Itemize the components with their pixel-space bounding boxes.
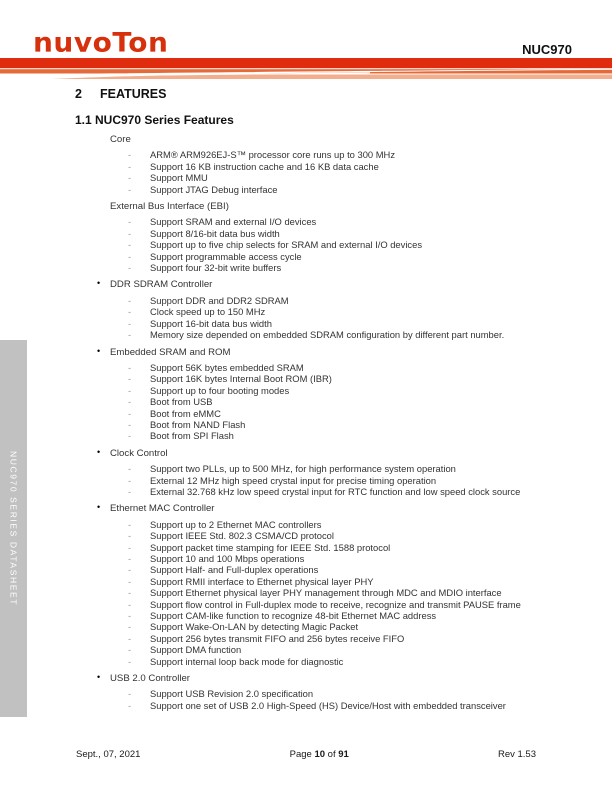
item-text: Support USB Revision 2.0 specification [150, 688, 314, 700]
feature-item [128, 564, 537, 575]
footer-page-number: 10 [314, 749, 326, 760]
item-text: Support Wake-On-LAN by detecting Magic Packet [150, 621, 359, 633]
item-text: Support 56K bytes embedded SRAM [150, 361, 304, 373]
feature-item [128, 463, 537, 474]
banner-swoosh-graphic [0, 58, 612, 79]
feature-item [128, 553, 537, 564]
item-text: Support DDR and DDR2 SDRAM [150, 294, 289, 306]
feature-item-list [128, 362, 537, 442]
feature-item [128, 373, 537, 384]
section-title: FEATURES [100, 87, 167, 101]
dash-icon: - [128, 361, 132, 373]
item-text: Support programmable access cycle [150, 250, 302, 262]
item-text: Support two PLLs, up to 500 MHz, for high performance system operation [150, 463, 456, 475]
item-text: Support SRAM and external I/O devices [150, 216, 317, 228]
item-text: Support four 32-bit write buffers [150, 262, 282, 274]
feature-item [128, 688, 537, 699]
feature-item [128, 530, 537, 541]
feature-category-title [110, 201, 537, 212]
item-text: Support up to five chip selects for SRAM and external I/O devices [150, 239, 423, 251]
feature-category [97, 278, 537, 341]
item-text: Support CAM-like function to recognize 48-bit Ethernet MAC address [150, 610, 437, 622]
dash-icon: - [128, 418, 132, 430]
dash-icon: - [128, 183, 132, 195]
feature-item [128, 306, 537, 317]
item-text: ARM® ARM926EJ-S™ processor core runs up to 300 MHz [150, 149, 396, 161]
dash-icon: - [128, 262, 132, 274]
feature-item-list [128, 463, 537, 497]
subsection-title: NUC970 Series Features [95, 113, 234, 127]
feature-item [128, 149, 537, 160]
page-content [75, 87, 537, 711]
item-text: Support 16 KB instruction cache and 16 KB data cache [150, 160, 379, 172]
feature-item [128, 396, 537, 407]
feature-item [128, 576, 537, 587]
feature-item [128, 362, 537, 373]
feature-item [128, 656, 537, 667]
dash-icon: - [128, 575, 132, 587]
feature-category-title [97, 446, 537, 459]
sidebar-tab [0, 340, 27, 717]
dash-icon: - [128, 553, 132, 564]
dash-icon: - [128, 160, 132, 172]
feature-item [128, 621, 537, 632]
dash-icon: - [128, 632, 132, 644]
subsection-number: 1.1 [75, 113, 92, 127]
feature-item [128, 633, 537, 644]
feature-category [110, 134, 537, 195]
dash-icon: - [128, 541, 132, 553]
item-text: Support internal loop back mode for diagnostic [150, 655, 344, 667]
feature-category [97, 345, 537, 442]
feature-item [128, 519, 537, 530]
feature-category [110, 201, 537, 273]
dash-icon: - [128, 485, 132, 497]
feature-category-title [97, 502, 537, 515]
dash-icon: - [128, 250, 132, 262]
subsection-heading [75, 113, 537, 127]
footer-date: Sept., 07, 2021 [76, 749, 141, 760]
footer-revision: Rev 1.53 [497, 749, 536, 760]
item-text: Support 16-bit data bus width [150, 317, 272, 329]
category-bullet-icon: • [97, 672, 101, 683]
dash-icon: - [128, 317, 132, 329]
item-text: Support flow control in Full-duplex mode to receive, recognize and transmit PAUSE frame [150, 598, 521, 610]
item-text: Boot from NAND Flash [150, 418, 246, 430]
nuvoton-logo: nuvoTon [33, 26, 169, 59]
feature-category-title [110, 134, 537, 145]
feature-item [128, 329, 537, 340]
dash-icon: - [128, 430, 132, 442]
dash-icon: - [128, 149, 132, 161]
feature-item [128, 239, 537, 250]
feature-item [128, 385, 537, 396]
feature-item [128, 295, 537, 306]
dash-icon: - [128, 587, 132, 599]
dash-icon: - [128, 329, 132, 341]
dash-icon: - [128, 598, 132, 610]
feature-item [128, 216, 537, 227]
feature-item [128, 587, 537, 598]
category-bullet-icon: • [97, 502, 101, 513]
item-text: Boot from eMMC [150, 407, 221, 419]
dash-icon: - [128, 306, 132, 318]
feature-item [128, 599, 537, 610]
feature-item [128, 161, 537, 172]
dash-icon: - [128, 518, 132, 530]
dash-icon: - [128, 530, 132, 542]
dash-icon: - [128, 216, 132, 228]
item-text: Memory size depended on embedded SDRAM configuration by different part number. [150, 329, 505, 341]
feature-category-label: DDR SDRAM Controller [110, 279, 213, 291]
feature-category [97, 672, 537, 711]
feature-category-label: USB 2.0 Controller [110, 673, 190, 685]
feature-category [97, 502, 537, 667]
feature-item [128, 172, 537, 183]
feature-category-label: Clock Control [110, 447, 168, 459]
footer-of-word: of [327, 749, 336, 760]
dash-icon: - [128, 474, 132, 486]
feature-item-list [128, 216, 537, 273]
section-number: 2 [75, 87, 82, 101]
feature-item [128, 486, 537, 497]
doc-title: NUC970 [522, 42, 572, 57]
feature-category-title [97, 345, 537, 358]
footer-page-word: Page [289, 749, 312, 760]
item-text: Support up to four booting modes [150, 384, 290, 396]
feature-item-list [128, 519, 537, 667]
section-heading [75, 87, 537, 101]
feature-category-label: Embedded SRAM and ROM [110, 346, 231, 358]
item-text: Boot from SPI Flash [150, 430, 234, 442]
feature-item-list [128, 688, 537, 711]
feature-item [128, 475, 537, 486]
dash-icon: - [128, 610, 132, 622]
dash-icon: - [128, 644, 132, 656]
item-text: Support Ethernet physical layer PHY management through MDC and MDIO interface [150, 587, 502, 599]
item-text: Support one set of USB 2.0 High-Speed (HS) Device/Host with embedded transceiver [150, 699, 506, 711]
feature-category-title [97, 672, 537, 685]
item-text: Boot from USB [150, 396, 213, 408]
feature-category-label: Core [110, 134, 131, 145]
category-bullet-icon: • [97, 278, 101, 289]
dash-icon: - [128, 227, 132, 239]
dash-icon: - [128, 396, 132, 408]
item-text: External 12 MHz high speed crystal input for precise timing operation [150, 474, 437, 486]
item-text: Support 256 bytes transmit FIFO and 256 bytes receive FIFO [150, 632, 405, 644]
category-bullet-icon: • [97, 345, 101, 356]
dash-icon: - [128, 688, 132, 700]
dash-icon: - [128, 463, 132, 475]
feature-item [128, 700, 537, 711]
dash-icon: - [128, 407, 132, 419]
feature-item [128, 318, 537, 329]
category-bullet-icon: • [97, 446, 101, 457]
feature-item [128, 419, 537, 430]
sidebar-label: NUC970 SERIES DATASHEET [8, 450, 19, 607]
feature-item [128, 542, 537, 553]
item-text: Support IEEE Std. 802.3 CSMA/CD protocol [150, 530, 334, 542]
footer-page [290, 749, 349, 760]
item-text: Support packet time stamping for IEEE Std. 1588 protocol [150, 541, 391, 553]
dash-icon: - [128, 172, 132, 184]
dash-icon: - [128, 384, 132, 396]
feature-item [128, 184, 537, 195]
item-text: Support 10 and 100 Mbps operations [150, 553, 305, 564]
header-banner [0, 58, 612, 79]
dash-icon: - [128, 621, 132, 633]
feature-category [97, 446, 537, 498]
item-text: Support JTAG Debug interface [150, 183, 278, 195]
footer [76, 749, 536, 760]
feature-item [128, 644, 537, 655]
feature-category-title [97, 278, 537, 291]
feature-item [128, 408, 537, 419]
dash-icon: - [128, 655, 132, 667]
item-text: Support 16K bytes Internal Boot ROM (IBR) [150, 373, 332, 385]
item-text: External 32.768 kHz low speed crystal input for RTC function and low speed clock source [150, 485, 521, 497]
dash-icon: - [128, 294, 132, 306]
item-text: Support up to 2 Ethernet MAC controllers [150, 518, 322, 530]
dash-icon: - [128, 239, 132, 251]
feature-sections [97, 134, 537, 711]
dash-icon: - [128, 699, 132, 711]
item-text: Support DMA function [150, 644, 242, 656]
item-text: Support MMU [150, 172, 208, 184]
feature-item-list [128, 295, 537, 341]
item-text: Support 8/16-bit data bus width [150, 227, 280, 239]
feature-category-label: External Bus Interface (EBI) [110, 201, 229, 213]
item-text: Support RMII interface to Ethernet physical layer PHY [150, 575, 374, 587]
feature-category-label: Ethernet MAC Controller [110, 503, 215, 515]
dash-icon: - [128, 373, 132, 385]
feature-item [128, 610, 537, 621]
feature-item [128, 430, 537, 441]
footer-page-total: 91 [338, 749, 349, 760]
dash-icon: - [128, 564, 132, 576]
feature-item [128, 228, 537, 239]
item-text: Clock speed up to 150 MHz [150, 306, 266, 318]
item-text: Support Half- and Full-duplex operations [150, 564, 319, 576]
feature-item-list [128, 149, 537, 195]
feature-item [128, 251, 537, 262]
feature-item [128, 262, 537, 273]
